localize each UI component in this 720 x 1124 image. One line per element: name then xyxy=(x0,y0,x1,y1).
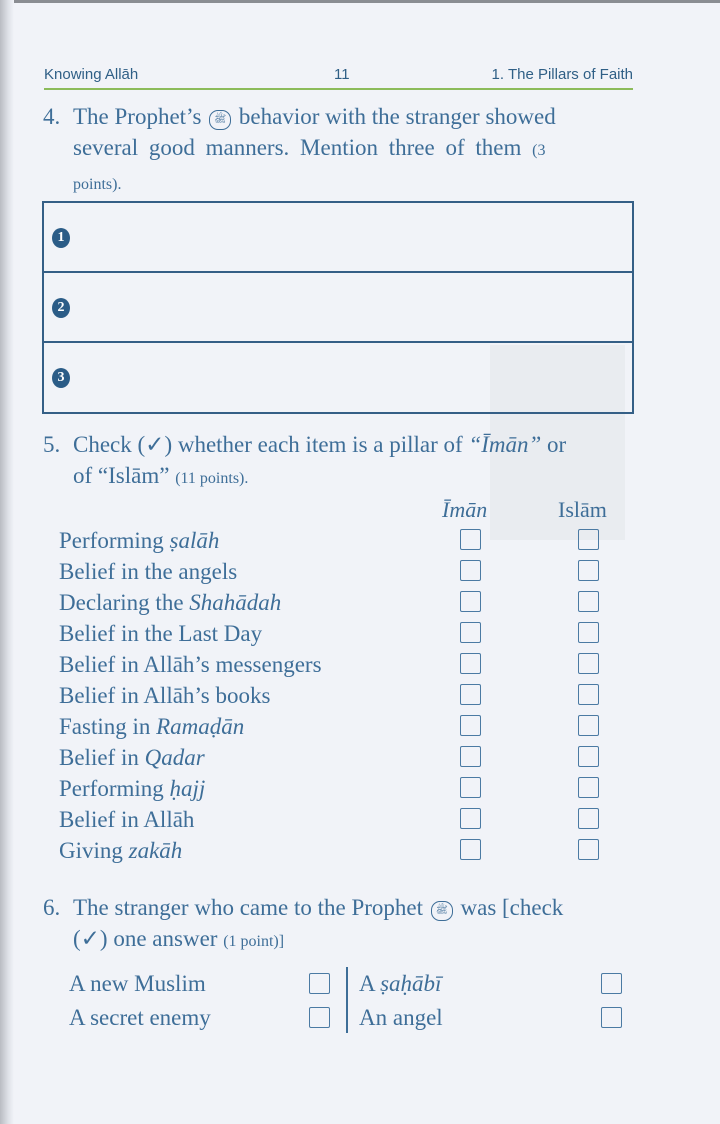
column-header-iman: Īmān xyxy=(442,497,488,522)
book-title: Knowing Allāh xyxy=(44,66,139,83)
answer-options xyxy=(69,969,629,1059)
chapter-title: 1. The Pillars of Faith xyxy=(491,66,633,83)
islam-checkbox[interactable] xyxy=(578,715,599,736)
iman-checkbox[interactable] xyxy=(460,560,481,581)
item-term: Shahādah xyxy=(189,590,282,615)
islam-checkbox[interactable] xyxy=(578,653,599,674)
option-checkbox[interactable] xyxy=(309,1007,330,1028)
islam-checkbox[interactable] xyxy=(578,560,599,581)
islam-checkbox[interactable] xyxy=(578,746,599,767)
iman-checkbox[interactable] xyxy=(460,839,481,860)
answer-field-2[interactable] xyxy=(44,273,632,343)
item-label: Belief in the angels xyxy=(59,559,238,584)
question-text: or xyxy=(547,432,567,457)
iman-checkbox[interactable] xyxy=(460,684,481,705)
islam-checkbox[interactable] xyxy=(578,777,599,798)
item-label: Fasting in xyxy=(59,714,157,739)
question-number: 6. xyxy=(43,895,61,920)
number-1-icon: 1 xyxy=(52,228,70,248)
item-label: Belief in Allāh’s books xyxy=(59,683,271,708)
checklist-row xyxy=(59,587,619,618)
points-label: (1 point)] xyxy=(223,933,285,950)
option-angel[interactable] xyxy=(359,1003,624,1033)
option-sahabi[interactable] xyxy=(359,969,624,999)
option-label: A new Muslim xyxy=(69,971,206,996)
islam-checkbox[interactable] xyxy=(578,591,599,612)
option-label: An angel xyxy=(359,1005,443,1030)
running-header xyxy=(44,66,633,90)
item-label: Belief in the Last Day xyxy=(59,621,263,646)
pbuh-icon: ﷺ xyxy=(209,110,231,130)
item-label: Belief in xyxy=(59,745,145,770)
question-text: was [check xyxy=(460,895,564,920)
points-label: points). xyxy=(73,176,122,193)
number-2-icon: 2 xyxy=(52,298,70,318)
page-spine-shadow xyxy=(0,0,14,1124)
column-header-islam: Islām xyxy=(558,497,607,522)
iman-checkbox[interactable] xyxy=(460,622,481,643)
item-label: Declaring the xyxy=(59,590,190,615)
option-label: A secret enemy xyxy=(69,1005,211,1030)
item-term: zakāh xyxy=(128,838,183,863)
item-term: ṣalāh xyxy=(169,528,220,553)
item-label: Performing xyxy=(59,528,170,553)
answer-field-1[interactable] xyxy=(44,203,632,273)
iman-checkbox[interactable] xyxy=(460,591,481,612)
answer-field-3[interactable] xyxy=(44,343,632,410)
checklist-row xyxy=(59,618,619,649)
points-label: (3 xyxy=(532,142,546,159)
number-3-icon: 3 xyxy=(52,368,70,388)
option-secret-enemy[interactable] xyxy=(69,1003,334,1033)
question-text: of “Islām” xyxy=(73,463,170,488)
options-divider xyxy=(346,967,348,1033)
term-iman: “Īmān” xyxy=(468,432,542,457)
option-new-muslim[interactable] xyxy=(69,969,334,999)
answer-box xyxy=(42,201,634,414)
islam-checkbox[interactable] xyxy=(578,529,599,550)
item-label: Belief in Allāh xyxy=(59,807,195,832)
islam-checkbox[interactable] xyxy=(578,684,599,705)
checklist-row xyxy=(59,804,619,835)
option-checkbox[interactable] xyxy=(601,973,622,994)
option-term: ṣaḥābī xyxy=(380,971,442,996)
pillar-checklist xyxy=(59,525,619,866)
option-checkbox[interactable] xyxy=(309,973,330,994)
question-5 xyxy=(43,429,643,494)
question-4 xyxy=(43,101,643,200)
item-label: Performing xyxy=(59,776,170,801)
question-text: Check (✓) whether each item is a pillar of xyxy=(73,432,463,457)
iman-checkbox[interactable] xyxy=(460,746,481,767)
item-label: Belief in Allāh’s messengers xyxy=(59,652,322,677)
islam-checkbox[interactable] xyxy=(578,622,599,643)
question-text: several good manners. Mention three of them xyxy=(73,135,522,160)
question-text: (✓) one answer xyxy=(73,926,218,951)
checklist-row xyxy=(59,680,619,711)
checklist-row xyxy=(59,835,619,866)
page-number: 11 xyxy=(334,66,350,83)
item-term: Ramaḍān xyxy=(156,714,245,739)
checklist-row xyxy=(59,711,619,742)
points-label: (11 points). xyxy=(175,470,249,487)
iman-checkbox[interactable] xyxy=(460,529,481,550)
islam-checkbox[interactable] xyxy=(578,808,599,829)
checklist-row xyxy=(59,742,619,773)
item-term: ḥajj xyxy=(169,776,206,801)
item-label: Giving xyxy=(59,838,129,863)
option-label: A xyxy=(359,971,381,996)
iman-checkbox[interactable] xyxy=(460,715,481,736)
iman-checkbox[interactable] xyxy=(460,808,481,829)
question-6 xyxy=(43,892,643,957)
question-text: The stranger who came to the Prophet xyxy=(73,895,423,920)
item-term: Qadar xyxy=(144,745,205,770)
question-number: 4. xyxy=(43,104,61,129)
checklist-row xyxy=(59,525,619,556)
checklist-row xyxy=(59,773,619,804)
option-checkbox[interactable] xyxy=(601,1007,622,1028)
checklist-row xyxy=(59,556,619,587)
iman-checkbox[interactable] xyxy=(460,653,481,674)
islam-checkbox[interactable] xyxy=(578,839,599,860)
iman-checkbox[interactable] xyxy=(460,777,481,798)
checklist-row xyxy=(59,649,619,680)
pbuh-icon: ﷺ xyxy=(431,901,453,921)
page-top-edge xyxy=(0,0,720,3)
question-number: 5. xyxy=(43,432,61,457)
question-text: The Prophet’s xyxy=(73,104,202,129)
question-text: behavior with the stranger showed xyxy=(238,104,556,129)
